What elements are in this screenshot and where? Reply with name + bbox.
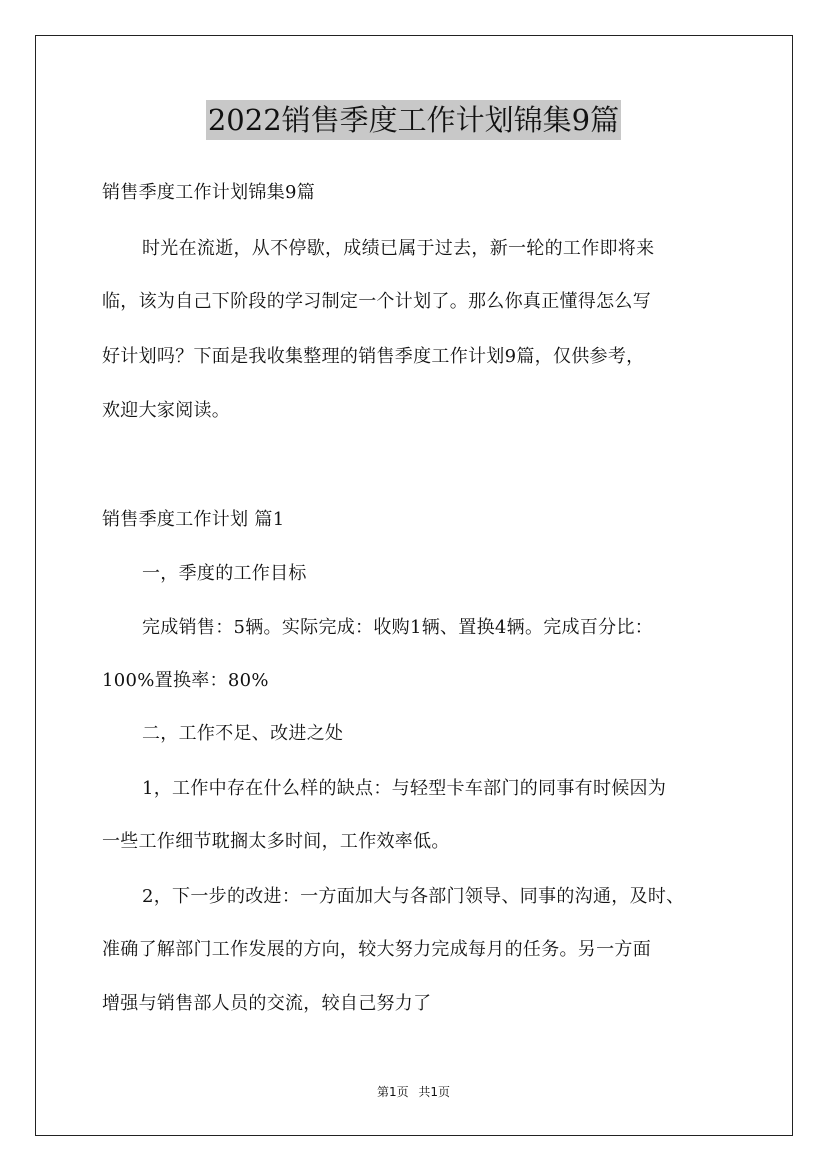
subheading-goals: 一，季度的工作目标 xyxy=(142,563,307,584)
page-footer xyxy=(0,1083,827,1100)
document-title: 2022销售季度工作计划锦集9篇 xyxy=(206,100,621,140)
paragraph-line: 好计划吗？下面是我收集整理的销售季度工作计划9篇，仅供参考， xyxy=(102,346,645,367)
paragraph-line: 增强与销售部人员的交流，较自己努力了 xyxy=(102,993,432,1014)
paragraph-line: 欢迎大家阅读。 xyxy=(102,400,231,421)
subtitle-line: 销售季度工作计划锦集9篇 xyxy=(102,182,316,203)
subheading-improvements: 二，工作不足、改进之处 xyxy=(142,723,344,744)
paragraph-line: 时光在流逝，从不停歇，成绩已属于过去，新一轮的工作即将来 xyxy=(142,238,655,259)
paragraph-line: 100%置换率：80% xyxy=(102,670,269,691)
page-number: 第1页 xyxy=(376,1085,409,1099)
title-container xyxy=(0,100,827,140)
paragraph-line: 准确了解部门工作发展的方向，较大努力完成每月的任务。另一方面 xyxy=(102,939,651,960)
section-heading: 销售季度工作计划 篇1 xyxy=(102,509,285,530)
paragraph-line: 临，该为自己下阶段的学习制定一个计划了。那么你真正懂得怎么写 xyxy=(102,291,651,312)
paragraph-line: 完成销售：5辆。实际完成：收购1辆、置换4辆。完成百分比： xyxy=(142,617,654,638)
paragraph-line: 1，工作中存在什么样的缺点：与轻型卡车部门的同事有时候因为 xyxy=(142,778,667,799)
paragraph-line: 一些工作细节耽搁太多时间，工作效率低。 xyxy=(102,831,450,852)
paragraph-line: 2，下一步的改进：一方面加大与各部门领导、同事的沟通，及时、 xyxy=(142,886,685,907)
page-total: 共1页 xyxy=(418,1085,451,1099)
